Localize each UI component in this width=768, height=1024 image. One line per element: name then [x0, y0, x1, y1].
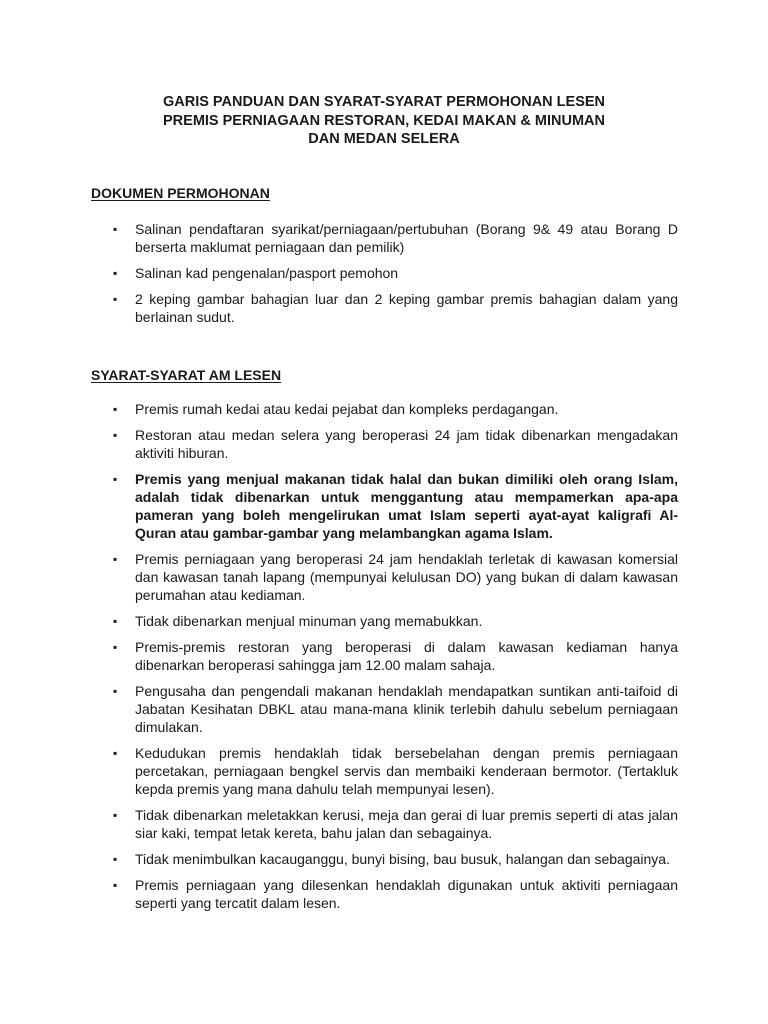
list-item: ▪ Salinan pendaftaran syarikat/perniagaan/pertubuhan (Borang 9& 49 atau Borang D berserta maklumat perniagaan dan pemilik): [0, 220, 768, 256]
list-item: ▪ Tidak dibenarkan meletakkan kerusi, meja dan gerai di luar premis seperti di atas jalan siar kaki, tempat letak kereta, bahu jalan dan sebagainya.: [0, 806, 768, 842]
document-title: [0, 93, 768, 149]
list-item: ▪ Tidak menimbulkan kacauganggu, bunyi bising, bau busuk, halangan dan sebagainya.: [0, 850, 768, 868]
list-item: ▪ Premis perniagaan yang dilesenkan hendaklah digunakan untuk aktiviti perniagaan seperti yang tercatit dalam lesen.: [0, 876, 768, 912]
syarat-list: [0, 400, 768, 920]
list-item: ▪ Kedudukan premis hendaklah tidak bersebelahan dengan premis perniagaan percetakan, perniagaan bengkel servis dan membaiki kenderaan bermotor. (Tertakluk kepda premis yang mana dahulu telah mempunyai lesen).: [0, 744, 768, 798]
title-line: DAN MEDAN SELERA: [308, 131, 460, 147]
list-item: ▪ Pengusaha dan pengendali makanan hendaklah mendapatkan suntikan anti-taifoid di Jabatan Kesihatan DBKL atau mana-mana klinik terlebih dahulu sebelum perniagaan dimulakan.: [0, 682, 768, 736]
list-item: ▪ Tidak dibenarkan menjual minuman yang memabukkan.: [0, 612, 768, 630]
title-line: PREMIS PERNIAGAAN RESTORAN, KEDAI MAKAN & MINUMAN: [163, 112, 605, 129]
list-item: ▪ Premis perniagaan yang beroperasi 24 jam hendaklah terletak di kawasan komersial dan kawasan tanah lapang (mempunyai kelulusan DO) yang bukan di dalam kawasan perumahan atau kediaman.: [0, 550, 768, 604]
dokumen-list: [0, 220, 768, 334]
list-item-bold: ▪ Premis yang menjual makanan tidak halal dan bukan dimiliki oleh orang Islam, adalah tidak dibenarkan untuk menggantung atau mempamerkan apa-apa pameran yang boleh mengelirukan umat Islam seperti ayat-ayat kaligrafi Al-Quran atau gambar-gambar yang melambangkan agama Islam.: [0, 470, 768, 542]
list-item: ▪ Restoran atau medan selera yang beroperasi 24 jam tidak dibenarkan mengadakan aktiviti hiburan.: [0, 426, 768, 462]
section-heading-dokumen: DOKUMEN PERMOHONAN: [91, 185, 270, 201]
list-item: ▪ Premis rumah kedai atau kedai pejabat dan kompleks perdagangan.: [0, 400, 768, 418]
title-line: GARIS PANDUAN DAN SYARAT-SYARAT PERMOHONAN LESEN: [162, 94, 606, 110]
list-item: ▪ Salinan kad pengenalan/pasport pemohon: [0, 264, 768, 282]
section-heading-syarat: SYARAT-SYARAT AM LESEN: [91, 367, 282, 383]
list-item: ▪ Premis-premis restoran yang beroperasi di dalam kawasan kediaman hanya dibenarkan beroperasi sahingga jam 12.00 malam sahaja.: [0, 638, 768, 674]
list-item: ▪ 2 keping gambar bahagian luar dan 2 keping gambar premis bahagian dalam yang berlainan sudut.: [0, 290, 768, 326]
